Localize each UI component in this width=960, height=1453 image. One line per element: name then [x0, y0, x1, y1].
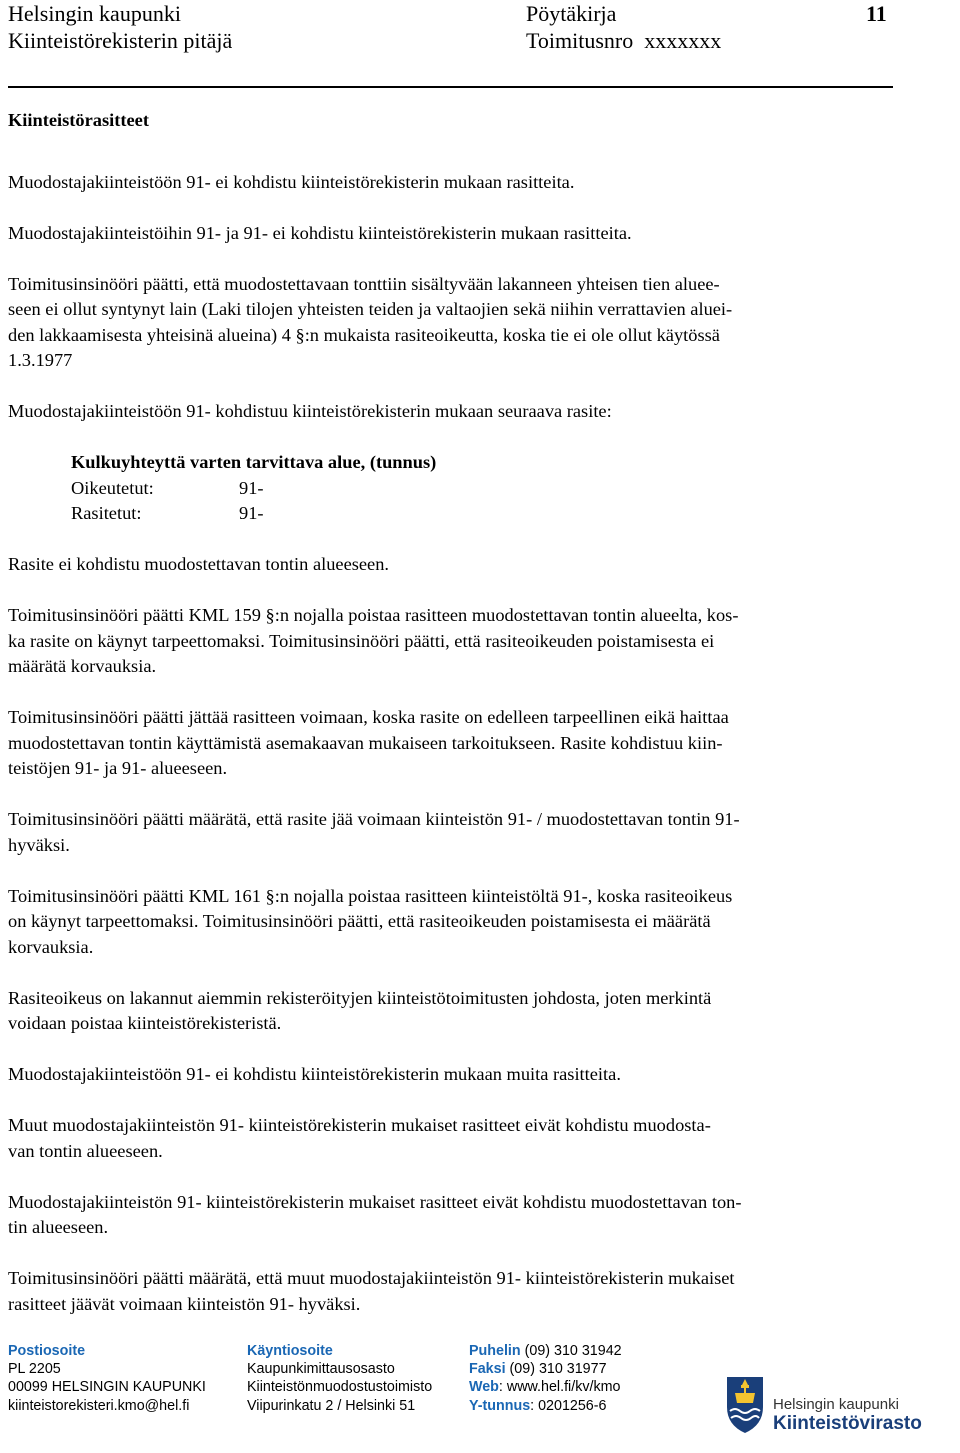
page-footer — [8, 1342, 948, 1447]
paragraph-line: tin alueeseen. — [8, 1217, 109, 1237]
page-header — [8, 0, 892, 62]
paragraph: Muodostajakiinteistöön 91- ei kohdistu kiinteistörekisterin mukaan rasitteita. — [8, 171, 575, 192]
paragraph-line: korvauksia. — [8, 936, 94, 957]
paragraph-line: Toimitusinsinööri päätti KML 159 §:n nojalla poistaa rasitteen muodostettavan tontin alueelta, kos- — [8, 605, 739, 625]
footer-postal-address — [8, 1342, 206, 1415]
header-org: Helsingin kaupunki — [8, 1, 181, 26]
footer-postal-line: PL 2205 — [8, 1361, 61, 1378]
footer-ytunnus-label: Y-tunnus — [469, 1397, 531, 1414]
paragraph-line: muodostettavan tontin käyttämistä asemakaavan mukaiseen tarkoitukseen. Rasite kohdistuu kiin- — [8, 732, 723, 753]
paragraph-line: ka rasite on käynyt tarpeettomaksi. Toimitusinsinööri päätti, että rasiteoikeuden poistamisesta ei — [8, 630, 715, 651]
footer-contact — [469, 1342, 622, 1415]
easement-block — [71, 450, 890, 527]
footer-web-value[interactable]: : www.hel.fi/kv/kmo — [498, 1379, 621, 1396]
footer-phone-row — [469, 1342, 622, 1360]
header-doc-number: Toimitusnro xxxxxxx — [526, 28, 722, 53]
paragraph-line: Toimitusinsinööri päätti KML 161 §:n nojalla poistaa rasitteen kiinteistöltä 91-, koska rasiteoikeus — [8, 885, 733, 906]
paragraph — [8, 884, 890, 961]
easement-burdened-row — [71, 501, 890, 527]
footer-visiting-address — [247, 1342, 432, 1415]
footer-ytunnus-value: : 0201256-6 — [530, 1397, 607, 1414]
footer-web-row — [469, 1378, 622, 1396]
paragraph-line: seen ei ollut syntynyt lain (Laki tilojen yhteisten teiden ja valtaojien sekä niihin verrattavien aluei- — [8, 299, 733, 319]
easement-title: Kulkuyhteyttä varten tarvittava alue, (tunnus) — [71, 452, 437, 472]
easement-beneficiary-value: 91- — [239, 477, 264, 498]
paragraph: Rasite ei kohdistu muodostettavan tontin alueeseen. — [8, 554, 390, 574]
footer-phone-value: (09) 310 31942 — [524, 1343, 622, 1359]
paragraph — [8, 1190, 890, 1241]
footer-visiting-line: Kiinteistönmuodostustoimisto — [247, 1379, 433, 1396]
page-number: 11 — [866, 1, 887, 26]
footer-visiting-label: Käyntiosoite — [247, 1343, 333, 1359]
easement-burdened-label: Rasitetut: — [71, 503, 142, 523]
paragraph — [8, 705, 890, 782]
footer-visiting-line: Kaupunkimittausosasto — [247, 1361, 395, 1378]
paragraph-line: rasitteet jäävät voimaan kiinteistön 91- hyväksi. — [8, 1293, 361, 1314]
paragraph-line: Toimitusinsinööri päätti määrätä, että rasite jää voimaan kiinteistön 91- / muodostettavan tontin 91- — [8, 809, 740, 829]
paragraph-line: hyväksi. — [8, 834, 70, 855]
paragraph-line: Rasiteoikeus on lakannut aiemmin rekisteröityjen kiinteistötoimitusten johdosta, joten merkintä — [8, 987, 712, 1008]
paragraph — [8, 1113, 890, 1164]
logo-text — [773, 1397, 922, 1433]
footer-ytunnus-row — [469, 1397, 622, 1415]
footer-fax-label: Faksi — [469, 1361, 506, 1378]
paragraph-line: teistöjen 91- ja 91- alueeseen. — [8, 758, 228, 778]
paragraph-line: den lakkaamisesta yhteisinä alueina) 4 §:n mukaista rasiteoikeutta, koska tie ei ole ollut käytössä — [8, 324, 720, 345]
paragraph: Muodostajakiinteistöön 91- ei kohdistu kiinteistörekisterin mukaan muita rasitteita. — [8, 1064, 621, 1084]
paragraph — [8, 1266, 890, 1317]
footer-phone-label: Puhelin — [469, 1343, 521, 1359]
paragraph-line: 1.3.1977 — [8, 350, 73, 370]
section-title: Kiinteistörasitteet — [8, 110, 149, 130]
footer-web-label: Web — [469, 1379, 499, 1396]
paragraph-line: on käynyt tarpeettomaksi. Toimitusinsinööri päätti, että rasiteoikeuden poistamisesta ei määrätä — [8, 911, 711, 931]
paragraph-line: määrätä korvauksia. — [8, 656, 157, 676]
easement-beneficiary-label: Oikeutetut: — [71, 477, 154, 498]
logo-org-name: Helsingin kaupunki — [773, 1396, 899, 1413]
footer-email[interactable]: kiinteistorekisteri.kmo@hel.fi — [8, 1397, 190, 1414]
paragraph: Muodostajakiinteistöön 91- kohdistuu kiinteistörekisterin mukaan seuraava rasite: — [8, 401, 612, 421]
header-doc-type: Pöytäkirja — [526, 1, 617, 26]
header-department: Kiinteistörekisterin pitäjä — [8, 28, 233, 53]
footer-visiting-line: Viipurinkatu 2 / Helsinki 51 — [247, 1397, 416, 1414]
paragraph: Muodostajakiinteistöihin 91- ja 91- ei kohdistu kiinteistörekisterin mukaan rasitteita. — [8, 222, 632, 243]
paragraph-line: Toimitusinsinööri päätti jättää rasitteen voimaan, koska rasite on edelleen tarpeellinen eikä haittaa — [8, 707, 729, 727]
footer-postal-label: Postiosoite — [8, 1343, 86, 1359]
footer-fax-value: (09) 310 31977 — [509, 1361, 607, 1378]
paragraph-line: Muodostajakiinteistön 91- kiinteistörekisterin mukaiset rasitteet eivät kohdistu muodostettavan ton- — [8, 1191, 742, 1212]
paragraph — [8, 603, 890, 680]
paragraph-line: Toimitusinsinööri päätti, että muodostettavaan tonttiin sisältyvään lakanneen yhteisen tien aluee- — [8, 273, 720, 294]
header-divider — [8, 86, 893, 88]
paragraph — [8, 986, 890, 1037]
paragraph — [8, 272, 890, 374]
footer-fax-row — [469, 1360, 622, 1378]
paragraph — [8, 807, 890, 858]
document-body — [8, 108, 890, 1317]
footer-postal-line: 00099 HELSINGIN KAUPUNKI — [8, 1379, 206, 1396]
easement-beneficiary-row — [71, 476, 890, 502]
paragraph-line: Toimitusinsinööri päätti määrätä, että muut muodostajakiinteistön 91- kiinteistörekisterin mukaiset — [8, 1268, 735, 1288]
paragraph-line: van tontin alueeseen. — [8, 1140, 163, 1161]
easement-burdened-value: 91- — [239, 503, 264, 523]
logo-agency-name: Kiinteistövirasto — [773, 1413, 922, 1434]
paragraph-line: voidaan poistaa kiinteistörekisteristä. — [8, 1013, 282, 1033]
helsinki-crest-icon — [721, 1373, 769, 1437]
paragraph-line: Muut muodostajakiinteistön 91- kiinteistörekisterin mukaiset rasitteet eivät kohdistu muodosta- — [8, 1115, 711, 1135]
